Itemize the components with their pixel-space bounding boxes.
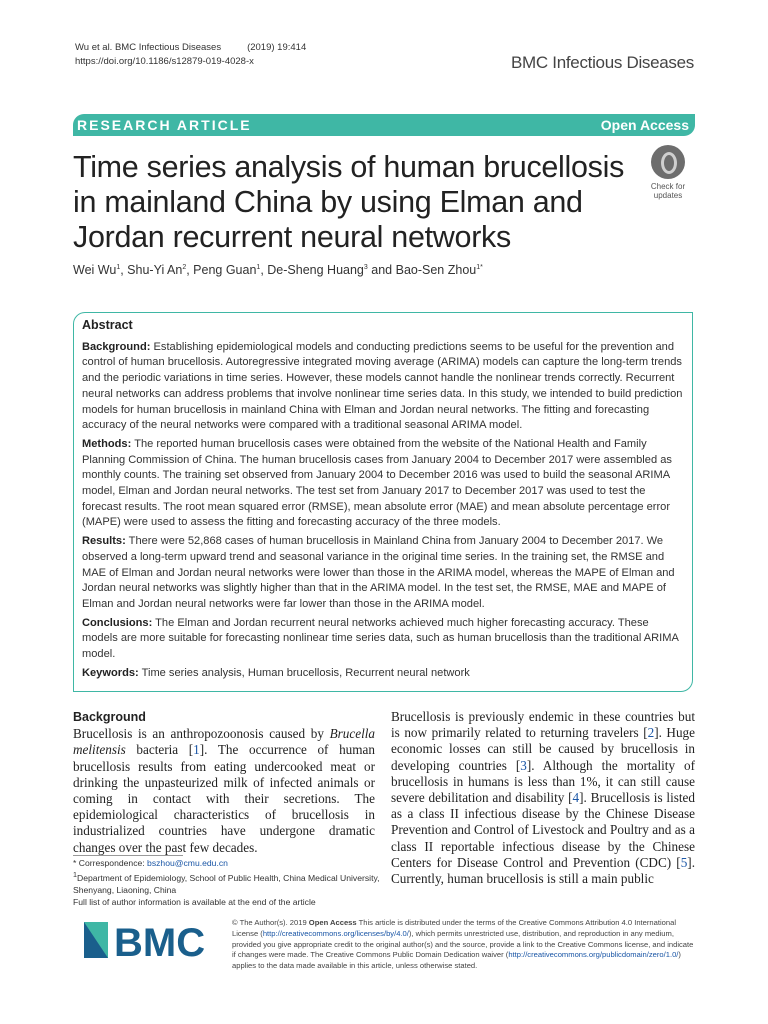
text-run: ]. Currently, human brucellosis is still a main public [391,854,695,887]
license-text: ) applies to the data made available in this article, unless otherwise stated. [232,950,681,971]
text-run: ]. The occurrence of human brucellosis results from eating undercooked meat or drinking the unpasteurized milk of infected animals or coming in contact with their secretions. The epidemiological characteristics of brucellosis in industrialized countries have undergone dramatic changes over the past few decades. [73,742,375,855]
author-name: Wei Wu [73,263,117,277]
abstract-background [82,340,684,434]
author-affiliation-mark: 3 [363,263,368,271]
doi-link[interactable]: https://doi.org/10.1186/s12879-019-4028-x [75,56,254,67]
bmc-logo-text: BMC [114,921,206,960]
citation-header [75,41,306,69]
author-affiliation-mark: 1 [256,263,261,271]
section-text: Establishing epidemiological models and conducting predictions seems to be useful for the prevention and control of human brucellosis. Autoregressive integrated moving average (ARIMA) models can capture the long-term trends and the periodic variations in time series. However, these models cannot handle the nonlinear trends correctly. Recurrent neural networks can address problems that involve nonlinear time series data. In this study, we intended to build prediction models for human brucellosis in mainland China with Elman and Jordan neural networks. The fitting and forecasting accuracy of the neural networks were compared with a traditional seasonal ARIMA model. [82,340,683,432]
affiliation-text: Department of Epidemiology, School of Public Health, China Medical University, Shenyang, Liaoning, China [73,872,380,895]
body-paragraph [391,709,695,887]
author-affiliation-mark: 1* [476,263,483,271]
affiliation-mark: 1 [73,871,77,879]
open-access-label: Open Access [600,117,689,133]
license-statement [232,918,697,972]
abstract-results [82,534,684,613]
check-updates-line2: updates [653,191,683,200]
text-run: Brucellosis is an anthropozoonosis caused by [73,726,330,742]
author-affiliation-mark: 2 [182,263,187,271]
species-name: Brucella melitensis [73,726,375,758]
abstract [82,318,684,684]
author-affiliation-mark: 1 [116,263,121,271]
citation-link[interactable]: 5 [680,854,688,870]
citation-authors: Wu et al. BMC Infectious Diseases [75,42,222,53]
article-title: Time series analysis of human brucellosis in mainland China by using Elman and Jordan recurrent neural networks [73,150,625,254]
article-type: RESEARCH ARTICLE [77,117,252,133]
body-paragraph [73,726,375,856]
text-run: ]. Brucellosis is listed as a class II infectious disease by the Chinese Disease Prevention and Control of Livestock and Poultry and as a class II reportable infectious disease by the Chinese Centers for Disease Control and Prevention (CDC) [ [391,790,695,870]
copyright-text: © The Author(s). 2019 [232,918,309,927]
abstract-conclusions [82,616,684,663]
open-access-bold: Open Access [308,918,357,927]
author-list [73,263,483,277]
abstract-heading: Abstract [82,318,133,332]
author-name: Peng Guan [193,263,257,277]
citation-link[interactable]: 3 [520,757,527,773]
text-run: bacteria [ [125,742,194,758]
citation-year: (2019) 19:414 [247,42,307,53]
citation-link[interactable]: 2 [647,725,655,741]
check-for-updates-button[interactable] [638,145,698,200]
citation-link[interactable]: 4 [572,790,580,806]
license-text: This article is distributed under the terms of the Creative Commons Attribution 4.0 International License ( [232,918,677,938]
bmc-logo [84,912,220,960]
citation-link[interactable]: 1 [193,742,200,758]
section-label: Methods: [82,437,132,450]
cc-by-license-link[interactable]: http://creativecommons.org/licenses/by/4.0/ [262,928,409,938]
text-run: ]. Although the mortality of brucellosis in humans is less than 1%, it can still cause severe debilitation and disability [ [391,757,695,806]
cc-zero-link[interactable]: http://creativecommons.org/publicdomain/zero/1.0/ [508,950,679,960]
abstract-keywords [82,666,684,682]
section-label: Keywords: [82,666,139,679]
footnote-divider [73,855,183,856]
abstract-methods [82,437,684,531]
footnote [73,857,383,908]
article-banner [73,114,695,136]
text-run: ]. Huge economic losses can still be caused by brucellosis in developing countries [ [391,725,695,773]
author-separator: , [186,263,194,277]
section-text: There were 52,868 cases of human brucellosis in Mainland China from January 2004 to December 2017. We observed a long-term upward trend and seasonal variance in the original time series. In the training set, the RMSE and MAE of Elman and Jordan neural networks were lower than those in the ARIMA model, whereas the MAPE of Elman and Jordan neural networks was slightly higher than that in the ARIMA model. In the test set, the RMSE, MAE and MAPE of Elman and Jordan neural networks were far lower than those in the ARIMA model. [82,535,675,610]
section-label: Results: [82,535,126,548]
section-text: The reported human brucellosis cases were obtained from the website of the National Health and Family Planning Commission of China. The human brucellosis cases from January 2004 to December 2017 were assembled as monthly counts. The training set observed from January 2004 to December 2016 was used to build the seasonal ARIMA model, Elman and Jordan neural networks. The test set from January 2017 to December 2017 was used to test the forecast results. The root mean squared error (RMSE), mean absolute error (MAE) and mean absolute percentage error (MAPE) were used to assess the fitting and forecasting accuracy of the three models. [82,437,672,529]
section-label: Conclusions: [82,616,153,629]
author-name: De-Sheng Huang [267,263,364,277]
author-separator: , [120,263,128,277]
full-list-note: Full list of author information is available at the end of the article [73,896,316,907]
check-updates-line1: Check for [650,182,686,191]
journal-name: BMC Infectious Diseases [510,53,694,72]
text-run: Brucellosis is previously endemic in these countries but is now primarily related to returning travelers [ [391,709,695,741]
correspondence-label: * Correspondence: [73,858,148,868]
body-column-right [391,709,695,887]
author-separator: , [260,263,268,277]
section-text: The Elman and Jordan recurrent neural networks achieved much higher forecasting accuracy. These models are more suitable for forecasting nonlinear time series data, such as human brucellosis than the traditional ARIMA model. [82,616,679,661]
author-name: Shu-Yi An [127,263,183,277]
body-column-left [73,709,375,856]
author-name: Bao-Sen Zhou [395,263,477,277]
section-label: Background: [82,340,151,353]
check-updates-icon [651,145,685,179]
section-text: Time series analysis, Human brucellosis, Recurrent neural network [141,666,470,679]
license-text: ), which permits unrestricted use, distribution, and reproduction in any medium, provided you give appropriate credit to the original author(s) and the source, provide a link to the Creative Commons license, and indicate if changes were made. The Creative Commons Public Domain Dedication waiver ( [232,928,694,960]
correspondence-email-link[interactable]: bszhou@cmu.edu.cn [147,858,228,868]
author-separator: and [367,263,396,277]
section-heading: Background [73,710,146,724]
